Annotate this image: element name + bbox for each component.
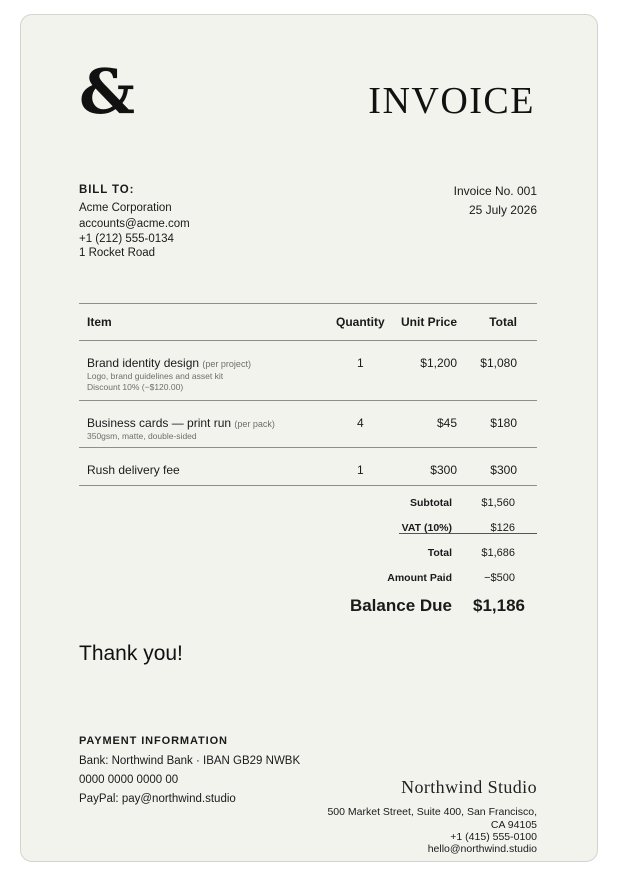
invoice-date: 25 July 2026 [468,203,537,217]
bill-to-company: Acme Corporation [79,202,172,214]
item-unit-price: $300 [430,463,457,477]
amount-paid-value: −$500 [484,572,515,584]
studio-address-line2: CA 94105 [490,819,537,831]
item-total: $180 [490,416,517,430]
item-unit-note: (per pack) [234,419,275,429]
item-unit-price: $1,200 [420,356,457,370]
column-header-item: Item [87,315,112,329]
studio-email: hello@northwind.studio [427,843,537,855]
bill-to-email: accounts@acme.com [79,218,190,230]
payment-account: 0000 0000 0000 00 [79,774,179,786]
item-quantity: 1 [357,356,364,370]
invoice-title: INVOICE [368,80,535,122]
payment-info-label: PAYMENT INFORMATION [79,735,228,747]
column-header-quantity: Quantity [336,315,385,329]
column-header-unit-price: Unit Price [400,315,457,329]
vat-value: $126 [490,522,515,534]
thank-you-note: Thank you! [79,642,183,665]
table-bottom-rule [79,485,537,486]
vat-rule [399,533,537,534]
subtotal-label: Subtotal [410,497,452,509]
item-quantity: 1 [357,463,364,477]
payment-bank: Bank: Northwind Bank · IBAN GB29 NWBK [79,755,301,767]
balance-due-label: Balance Due [349,596,452,615]
item-unit-price: $45 [436,416,457,430]
payment-paypal: PayPal: pay@northwind.studio [79,793,236,805]
total-label: Total [427,547,452,559]
item-total: $300 [490,463,517,477]
item-unit-note: (per project) [202,359,251,369]
studio-phone: +1 (415) 555-0100 [450,831,537,843]
table-row [87,416,275,430]
item-name: Brand identity design [87,356,200,370]
studio-name: Northwind Studio [401,777,537,797]
ampersand-logo: & [79,55,135,128]
item-quantity: 4 [357,416,364,430]
table-row [87,463,180,477]
item-total: $1,080 [480,356,517,370]
balance-due-value: $1,186 [473,596,525,615]
bill-to-label: BILL TO: [79,184,135,196]
row-rule [79,400,537,401]
vat-label: VAT (10%) [401,522,452,534]
amount-paid-label: Amount Paid [387,572,452,584]
subtotal-value: $1,560 [481,497,515,509]
item-detail: 350gsm, matte, double-sided [87,431,197,441]
table-top-rule [79,303,537,304]
total-value: $1,686 [481,547,515,559]
item-detail: Logo, brand guidelines and asset kit [87,371,224,381]
table-header-rule [79,340,537,341]
table-row [87,356,251,370]
item-name: Rush delivery fee [87,463,180,477]
invoice-number: Invoice No. 001 [453,184,537,198]
row-rule [79,447,537,448]
item-name: Business cards — print run [87,416,232,430]
invoice-sheet [20,14,598,862]
item-discount: Discount 10% (−$120.00) [87,382,184,392]
column-header-total: Total [489,315,517,329]
bill-to-phone: +1 (212) 555-0134 [79,233,174,245]
studio-address-line1: 500 Market Street, Suite 400, San Francisco, [327,806,537,818]
bill-to-address: 1 Rocket Road [79,247,156,259]
